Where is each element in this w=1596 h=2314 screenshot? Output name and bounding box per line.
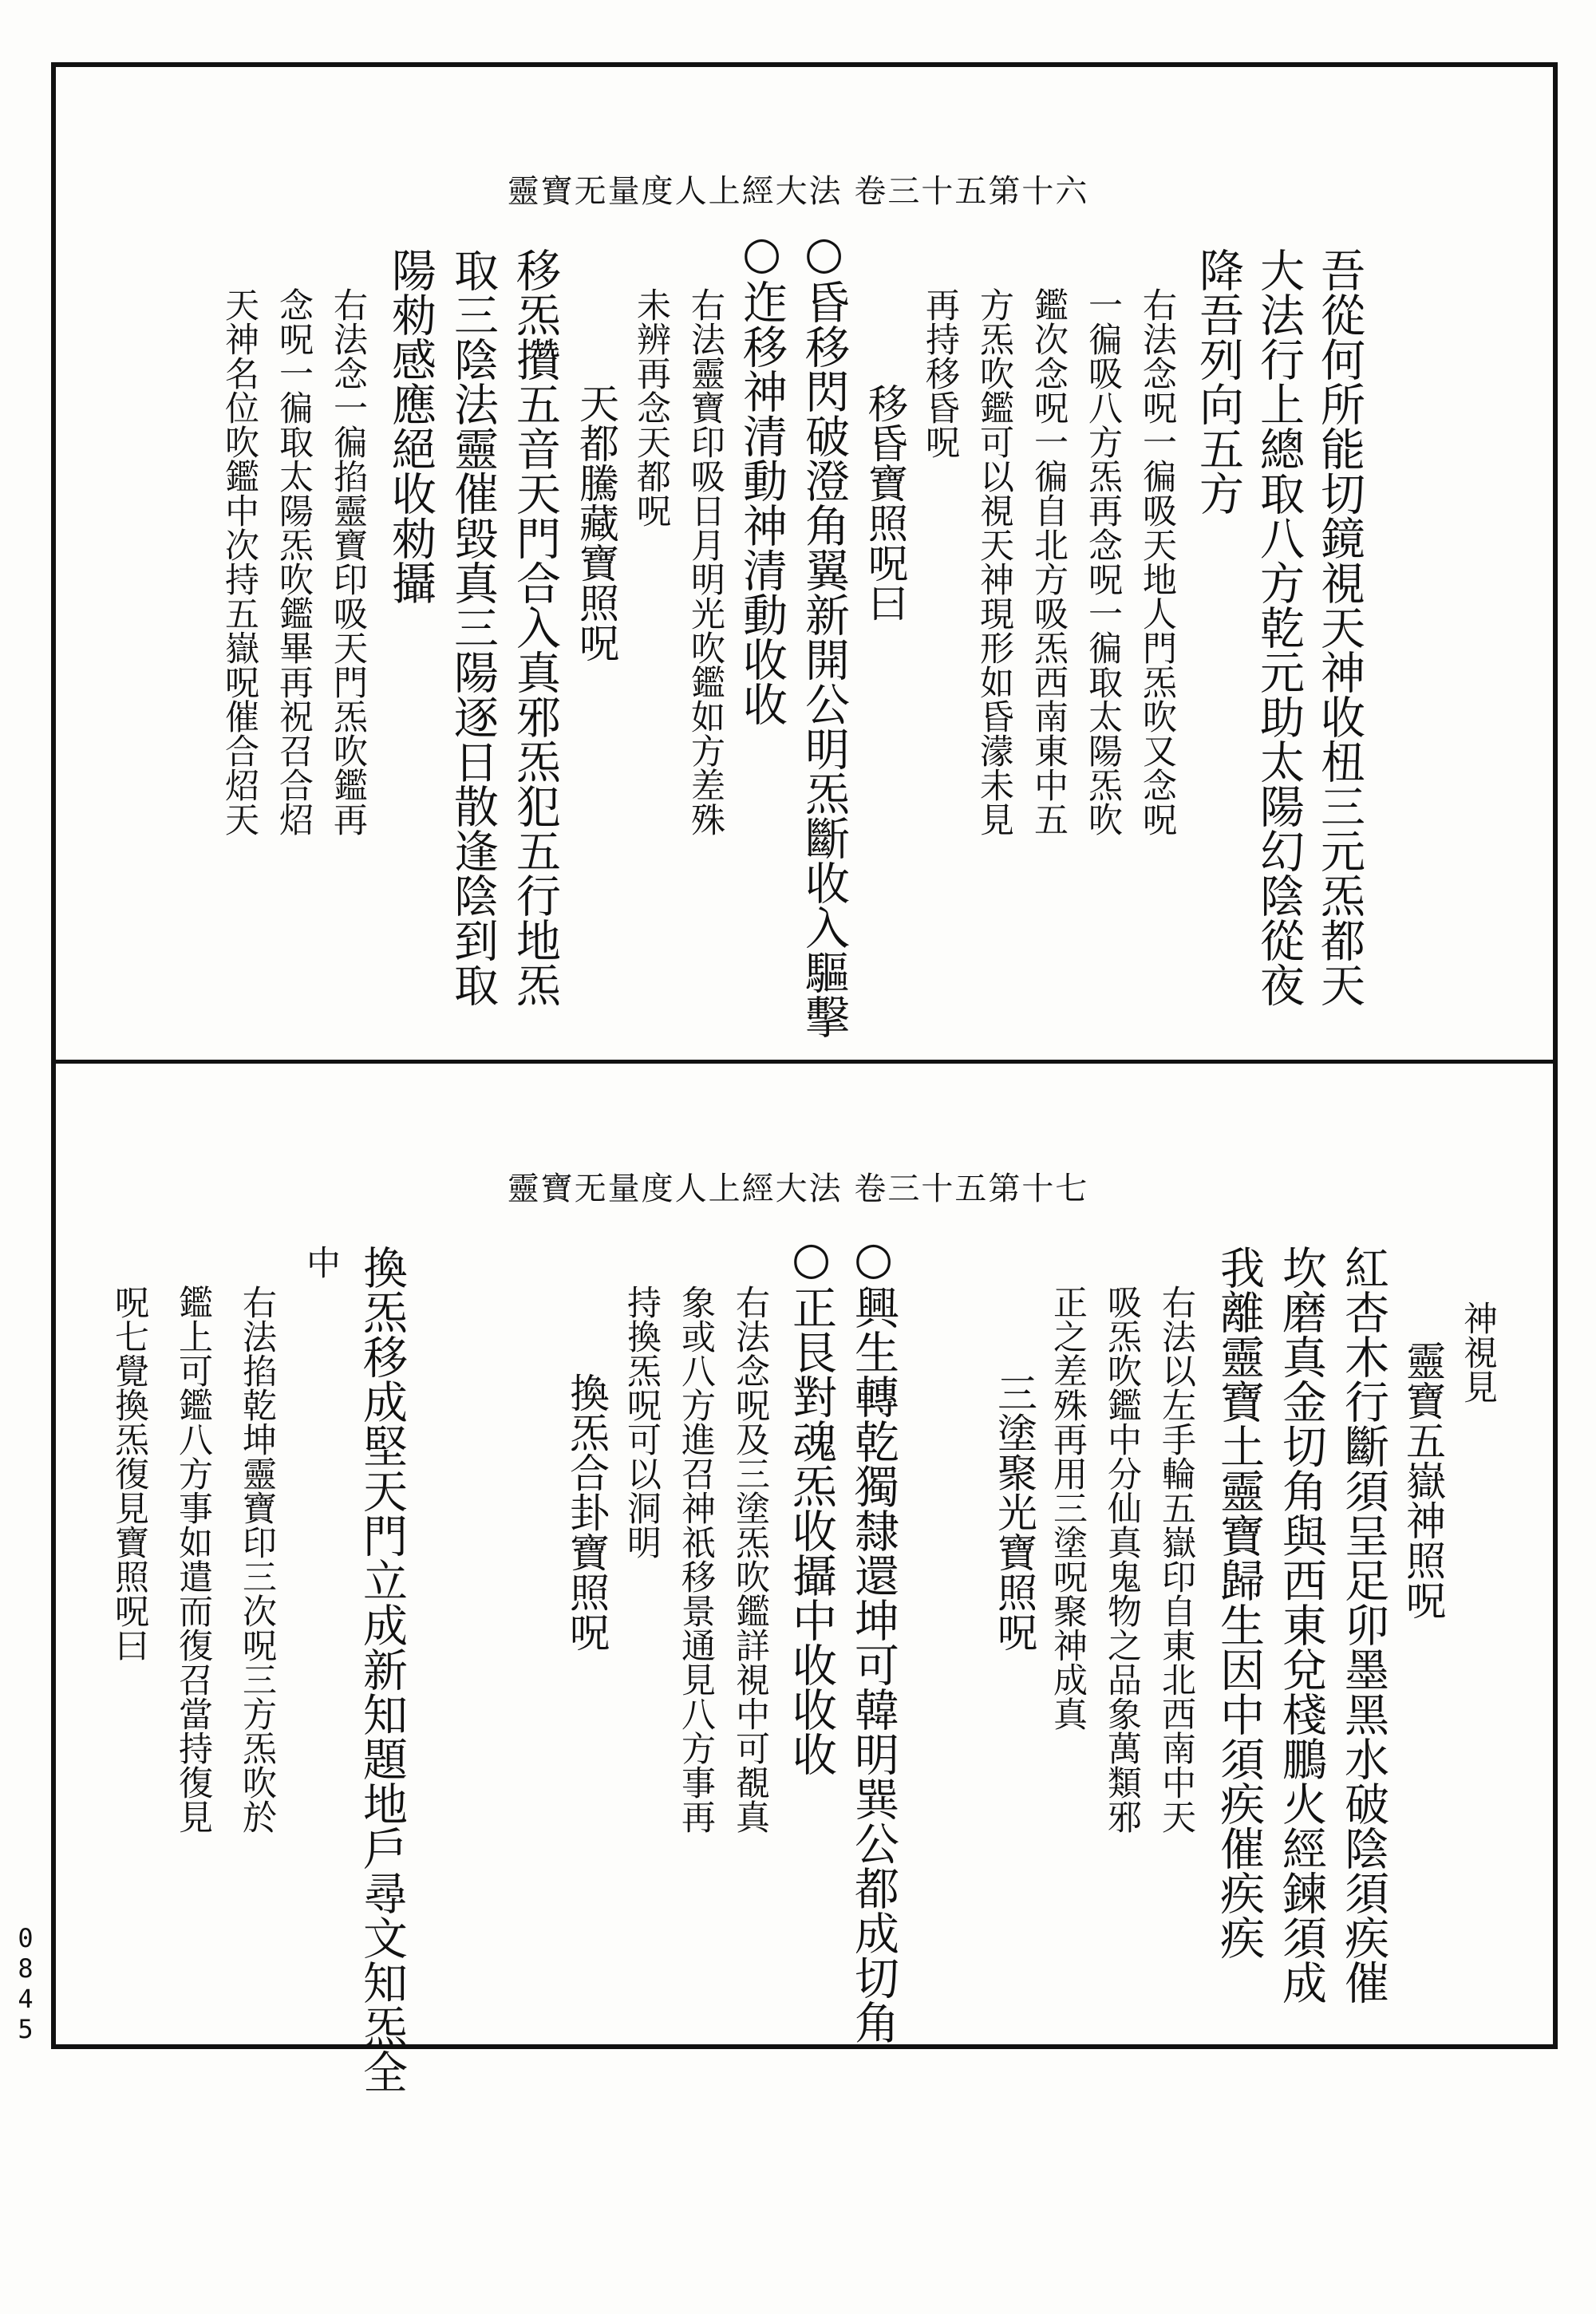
top-text-col: 吾從何所能切鏡視天神收杻三元炁都天 (1314, 247, 1365, 1007)
bottom-text-col: 呪七覺換炁復見寶照呪曰 (109, 1285, 149, 1662)
page-number-digit: 5 (18, 2014, 34, 2044)
top-text-col: 再持移昏呪 (920, 287, 960, 459)
bottom-text-col: 象或八方進召神祇移景通見八方事再 (676, 1285, 716, 1834)
bottom-text-col: 換炁合卦寶照呪 (563, 1372, 610, 1652)
bottom-text-col: ○正艮對魂炁收攝中收收收 (785, 1233, 837, 1776)
bottom-text-col: 鑑上可鑑八方事如遣而復召當持復見 (173, 1285, 213, 1834)
bottom-text-col: 紅杏木行斷須呈足卯墨黑水破陰須疾催 (1337, 1245, 1389, 2004)
bottom-text-col: ○興生轉乾獨隸還坤可韓明巽公都成切角 (847, 1233, 899, 2044)
top-text-col: 未辨再念天都呪 (631, 287, 671, 527)
top-text-col: 方炁吹鑑可以視天神現形如昏濛未見 (974, 287, 1014, 836)
top-text-col: 移昏寶照呪曰 (862, 383, 908, 622)
top-header: 靈寶无量度人上經大法 卷三十五第十六 (507, 173, 1089, 210)
bottom-text-col: 坎磨真金切角與西東兌棧鵬火經鍊須成 (1275, 1245, 1327, 2004)
top-text-col: 右法念一徧掐靈寶印吸天門炁吹鑑再 (328, 287, 368, 836)
bottom-text-col: 中 (301, 1245, 341, 1279)
bottom-text-col: 換炁移成堅天門立成新知題地戶尋文知炁全 (356, 1245, 408, 2094)
page-number-digit: 8 (18, 1953, 34, 1984)
page-number-digit: 0 (18, 1923, 34, 1953)
bottom-header: 靈寶无量度人上經大法 卷三十五第十七 (507, 1171, 1089, 1207)
bottom-text-col: 吸炁吹鑑中分仙真鬼物之品象萬類邪 (1102, 1285, 1142, 1834)
top-text-col: 一徧吸八方炁再念呪一徧取太陽炁吹 (1083, 287, 1123, 836)
top-text-col: ○迮移神清動神清動收收 (736, 227, 788, 726)
page-number (10, 1923, 41, 2044)
top-text-col: 右法靈寶印吸日月明光吹鑑如方差殊 (685, 287, 725, 836)
top-text-col: 天神名位吹鑑中次持五嶽呪催合炤天 (219, 287, 259, 836)
top-text-col: 天都騰藏寶照呪 (573, 383, 619, 662)
bottom-text-col: 三塗聚光寶照呪 (991, 1372, 1037, 1652)
top-text-col: 移炁攢五音天門合入真邪炁犯五行地炁 (509, 247, 561, 1007)
top-text-col: 降吾列向五方 (1192, 247, 1244, 515)
top-text-col: 取三陰法靈催毀真三陽逐日散逢陰到取 (447, 247, 499, 1007)
page-number-digit: 4 (18, 1984, 34, 2014)
bottom-text-col: 右法以左手輪五嶽印自東北西南中天 (1156, 1285, 1196, 1834)
top-text-col: 鑑次念呪一徧自北方吸炁西南東中五 (1029, 287, 1069, 836)
bottom-text-col: 右法念呪及三塗炁吹鑑詳視中可覩真 (730, 1285, 770, 1834)
bottom-text-col: 右法掐乾坤靈寶印三次呪三方炁吹於 (237, 1285, 277, 1834)
top-text-col: ○昏移閃破澄角翼新開公明炁斷收入驅擊 (798, 227, 850, 1039)
top-text-col: 右法念呪一徧吸天地人門炁吹又念呪 (1137, 287, 1177, 836)
top-text-col: 大法行上總取八方乾元助太陽幻陰從夜 (1253, 247, 1305, 1007)
bottom-text-col: 我離靈寶土靈寶歸生因中須疾催疾疾 (1213, 1245, 1265, 1960)
bottom-text-col: 靈寶五嶽神照呪 (1400, 1341, 1446, 1620)
bottom-text-col: 持換炁呪可以洞明 (622, 1285, 662, 1559)
top-text-col: 陽勑感應絕收勑攝 (385, 247, 437, 605)
top-text-col: 念呪一徧取太陽炁吹鑑畢再祝召合炤 (274, 287, 314, 836)
bottom-text-col: 神視見 (1458, 1301, 1498, 1404)
bottom-text-col: 正之差殊再用三塗呪聚神成真 (1048, 1285, 1088, 1731)
